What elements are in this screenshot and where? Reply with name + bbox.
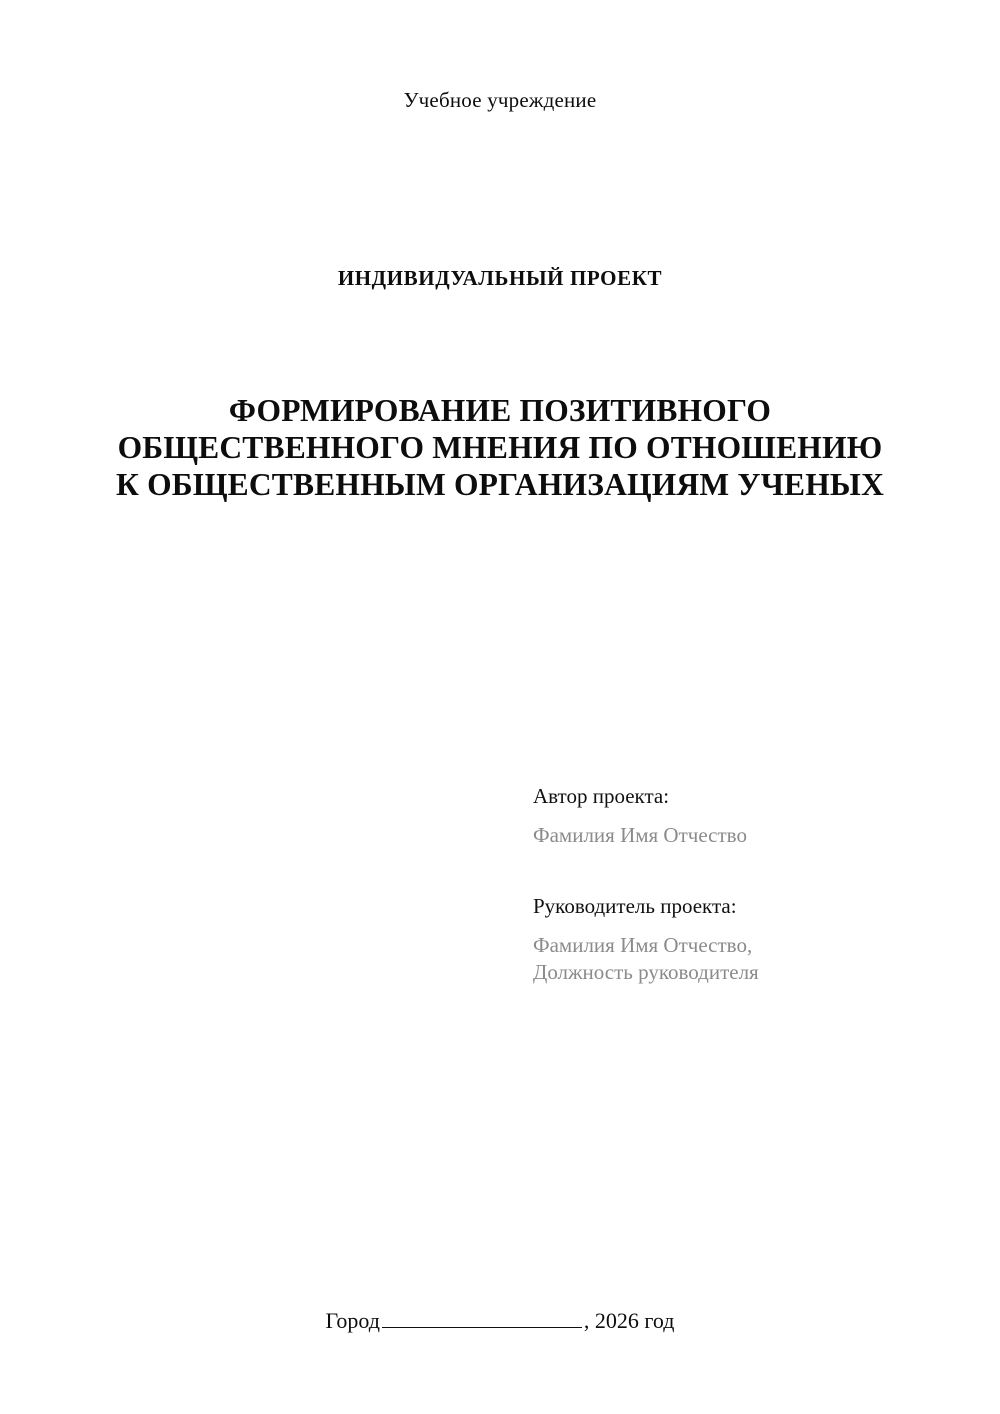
footer-city-year [0,1308,1000,1334]
city-prefix: Город [325,1308,380,1333]
supervisor-value-line-1: Фамилия Имя Отчество, [533,933,753,957]
institution-name: Учебное учреждение [403,88,597,112]
credits-block [533,786,953,989]
year-suffix: , 2026 год [583,1308,675,1333]
supervisor-label: Руководитель проекта: [533,894,737,918]
city-blank-line [382,1309,582,1328]
supervisor-value-line-2: Должность руководителя [533,960,759,984]
author-label: Автор проекта: [533,784,670,808]
credits-spacer [533,852,953,896]
author-value: Фамилия Имя Отчество [533,823,747,847]
document-type-heading: ИНДИВИДУАЛЬНЫЙ ПРОЕКТ [337,266,663,290]
project-title: ФОРМИРОВАНИЕ ПОЗИТИВНОГО ОБЩЕСТВЕННОГО МНЕНИЯ ПО ОТНОШЕНИЮ К ОБЩЕСТВЕННЫМ ОРГАНИЗАЦИЯМ УЧЕНЫХ [115,393,885,503]
